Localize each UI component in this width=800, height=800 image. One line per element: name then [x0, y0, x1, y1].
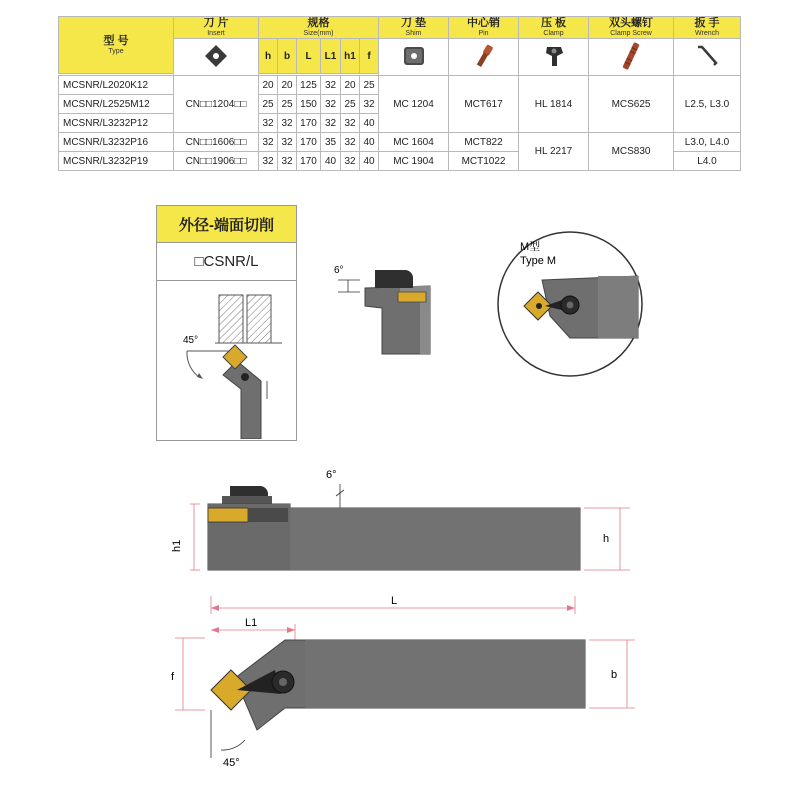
cell-f: 40 — [360, 114, 379, 133]
tool-holder — [223, 361, 261, 439]
cell-h: 32 — [259, 114, 278, 133]
insert-code-1606: CN□□1606□□ — [174, 133, 259, 152]
row-type: MCSNR/L2020K12 — [59, 76, 174, 95]
operation-figure — [156, 281, 297, 441]
size-col-b: b — [278, 39, 297, 74]
header-clamp-screw-zh: 双头螺钉 — [609, 17, 654, 29]
cell-h: 32 — [259, 152, 278, 171]
cell-L: 150 — [297, 95, 321, 114]
header-pin — [449, 17, 519, 39]
header-size-en: Size(mm) — [303, 30, 334, 37]
tool-3d-view — [330, 258, 445, 363]
cell-L: 125 — [297, 76, 321, 95]
header-type-en: Type — [108, 47, 124, 55]
row-type: MCSNR/L3232P12 — [59, 114, 174, 133]
header-clamp-zh: 压 板 — [540, 17, 567, 29]
wrench-code-c: L4.0 — [674, 152, 741, 171]
cell-b: 32 — [278, 133, 297, 152]
side-angle-label: 6° — [326, 469, 337, 481]
operation-title: 外径-端面切削 — [156, 205, 297, 243]
clamp-icon — [539, 41, 569, 71]
header-wrench — [674, 17, 741, 39]
f-label: f — [171, 671, 175, 683]
type-m-detail — [490, 228, 650, 380]
L1-label: L1 — [245, 617, 258, 629]
header-insert — [174, 17, 259, 39]
insert-code-1204: CN□□1204□□ — [174, 76, 259, 133]
cell-L1: 32 — [321, 114, 341, 133]
L-label: L — [391, 595, 398, 607]
cell-L: 170 — [297, 114, 321, 133]
header-shim-en: Shim — [405, 30, 422, 37]
cell-b: 32 — [278, 152, 297, 171]
cell-f: 40 — [360, 133, 379, 152]
header-clamp-screw-en: Clamp Screw — [610, 30, 652, 37]
header-clamp — [519, 17, 589, 39]
size-col-L: L — [297, 39, 321, 74]
header-size-zh: 规格 — [307, 17, 330, 29]
cell-h: 32 — [259, 133, 278, 152]
workpiece — [247, 295, 271, 343]
header-wrench-en: Wrench — [695, 30, 720, 37]
row-type: MCSNR/L3232P16 — [59, 133, 174, 152]
insert-shape — [223, 345, 247, 369]
row-type: MCSNR/L3232P19 — [59, 152, 174, 171]
operation-angle-label: 45° — [183, 335, 199, 346]
header-shim — [379, 17, 449, 39]
insert-code-1906: CN□□1906□□ — [174, 152, 259, 171]
top-angle-label: 45° — [223, 757, 240, 769]
b-label: b — [611, 669, 618, 681]
table-row — [59, 133, 741, 152]
screw-code-625: MCS625 — [589, 76, 674, 133]
cell-b: 20 — [278, 76, 297, 95]
wrench-code-a: L2.5, L3.0 — [674, 76, 741, 133]
screw-icon-cell — [589, 39, 674, 76]
cell-L1: 35 — [321, 133, 341, 152]
side-insert — [208, 508, 248, 522]
header-type — [59, 17, 174, 74]
insert-side — [398, 292, 426, 302]
cell-f: 32 — [360, 95, 379, 114]
size-col-f: f — [360, 39, 379, 74]
clamp-code-1814: HL 1814 — [519, 76, 589, 133]
clamp-top — [375, 270, 413, 288]
shim-icon-cell — [379, 39, 449, 76]
header-insert-en: Insert — [207, 30, 225, 37]
type-m-zh: M型 — [520, 241, 541, 253]
operation-diagram — [157, 281, 296, 439]
pin-icon — [469, 41, 499, 71]
size-col-h1: h1 — [341, 39, 360, 74]
clamp-icon-cell — [519, 39, 589, 76]
view-angle-label: 6° — [334, 265, 344, 276]
row-type: MCSNR/L2525M12 — [59, 95, 174, 114]
top-view — [165, 590, 640, 770]
cell-h1: 32 — [341, 114, 360, 133]
h1-label: h1 — [171, 539, 183, 552]
pin-code-1022: MCT1022 — [449, 152, 519, 171]
wrench-code-b: L3.0, L4.0 — [674, 133, 741, 152]
h-label: h — [603, 533, 610, 545]
header-clamp-en: Clamp — [543, 30, 564, 37]
type-m-en: Type M — [520, 255, 557, 267]
header-pin-en: Pin — [478, 30, 489, 37]
cell-h: 25 — [259, 95, 278, 114]
clamp-screw-icon — [616, 40, 646, 72]
clamp-head — [241, 373, 249, 381]
clamp-code-2217: HL 2217 — [519, 133, 589, 171]
cell-L: 170 — [297, 152, 321, 171]
cell-f: 40 — [360, 152, 379, 171]
cell-L1: 32 — [321, 76, 341, 95]
header-insert-zh: 刀 片 — [203, 17, 229, 29]
cell-L1: 32 — [321, 95, 341, 114]
header-wrench-zh: 扳 手 — [694, 17, 720, 29]
side-view — [160, 460, 640, 590]
header-type-zh: 型 号 — [103, 34, 129, 47]
cell-h1: 20 — [341, 76, 360, 95]
pin-icon-cell — [449, 39, 519, 76]
shim-code-1904: MC 1904 — [379, 152, 449, 171]
spec-table — [58, 16, 741, 171]
operation-code: □CSNR/L — [156, 243, 297, 281]
header-shim-zh: 刀 垫 — [400, 17, 427, 29]
cell-h1: 32 — [341, 152, 360, 171]
insert-icon — [203, 43, 229, 69]
shim-icon — [399, 43, 429, 69]
wrench-icon-cell — [674, 39, 741, 76]
size-col-L1: L1 — [321, 39, 341, 74]
header-pin-zh: 中心销 — [467, 17, 501, 29]
table-row — [59, 76, 741, 95]
cell-b: 32 — [278, 114, 297, 133]
shim-code-1604: MC 1604 — [379, 133, 449, 152]
cell-h: 20 — [259, 76, 278, 95]
cell-b: 25 — [278, 95, 297, 114]
insert-icon-cell — [174, 39, 259, 76]
pin-code-617: MCT617 — [449, 76, 519, 133]
screw-code-830: MCS830 — [589, 133, 674, 171]
header-size — [259, 17, 379, 39]
pin-code-822: MCT822 — [449, 133, 519, 152]
header-clamp-screw — [589, 17, 674, 39]
cell-L1: 40 — [321, 152, 341, 171]
shim-code-1204: MC 1204 — [379, 76, 449, 133]
wrench-icon — [692, 41, 722, 71]
workpiece — [219, 295, 243, 343]
cell-L: 170 — [297, 133, 321, 152]
cell-h1: 25 — [341, 95, 360, 114]
cell-f: 25 — [360, 76, 379, 95]
size-col-h: h — [259, 39, 278, 74]
cell-h1: 32 — [341, 133, 360, 152]
